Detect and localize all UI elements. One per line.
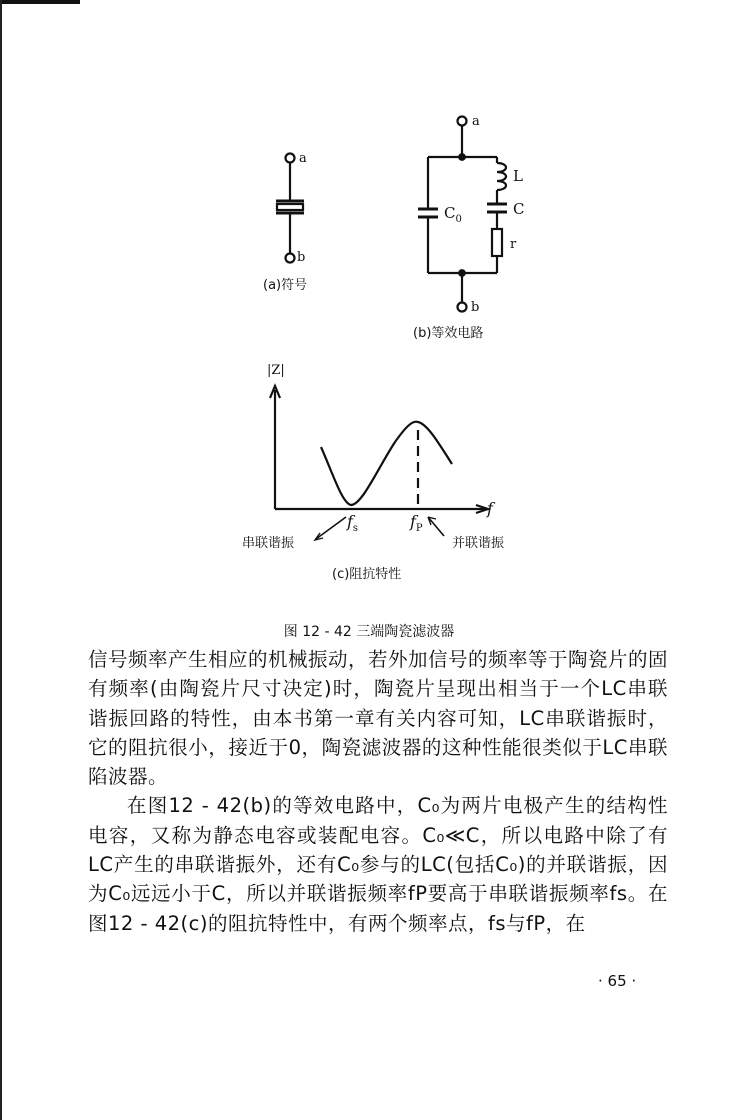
resistor-label: r <box>510 237 517 252</box>
circuit-terminal-a: a <box>472 114 480 129</box>
symbol-caption: (a)符号 <box>263 278 308 293</box>
impedance-axis-label: |Z| <box>267 363 285 378</box>
equivalent-circuit <box>418 117 507 312</box>
capacitor-label: C <box>513 200 525 218</box>
figure-title: 图 12 - 42 三端陶瓷滤波器 <box>283 624 455 640</box>
parallel-resonance-label: 并联谐振 <box>452 536 505 551</box>
ceramic-filter-symbol <box>276 154 304 263</box>
impedance-caption: (c)阻抗特性 <box>332 567 402 582</box>
frequency-axis-label: f <box>487 499 493 518</box>
impedance-plot <box>270 386 488 540</box>
paragraph-1: 信号频率产生相应的机械振动，若外加信号的频率等于陶瓷片的固有频率(由陶瓷片尺寸决定)时，陶瓷片呈现出相当于一个LC串联谐振回路的特性，由本书第一章有关内容可知，LC串联谐振时，它的阻抗很小，接近于0，陶瓷滤波器的这种性能很类似于LC串联陷波器。 <box>88 648 669 789</box>
symbol-terminal-b: b <box>297 250 306 265</box>
page-number: · 65 · <box>598 972 637 990</box>
symbol-terminal-a: a <box>299 151 307 166</box>
inductor-label: L <box>513 167 523 185</box>
circuit-caption: (b)等效电路 <box>413 326 484 341</box>
series-resonance-label: 串联谐振 <box>242 536 295 551</box>
paragraph-2: 在图12 - 42(b)的等效电路中，C₀为两片电极产生的结构性电容，又称为静态电容或装配电容。C₀≪C，所以电路中除了有LC产生的串联谐振外，还有C₀参与的LC(包括C₀)的并联谐振，因为C₀远远小于C，所以并联谐振频率fP要高于串联谐振频率fs。在图12 - 42(c)的阻抗特性中，有两个频率点，fs与fP，在 <box>88 794 668 935</box>
series-frequency-label: $f_s$ <box>347 512 359 535</box>
circuit-terminal-b: b <box>471 300 480 315</box>
body-text <box>88 645 668 938</box>
static-capacitor-label: $C_0$ <box>444 204 462 225</box>
parallel-frequency-label: $f_P$ <box>410 512 423 535</box>
